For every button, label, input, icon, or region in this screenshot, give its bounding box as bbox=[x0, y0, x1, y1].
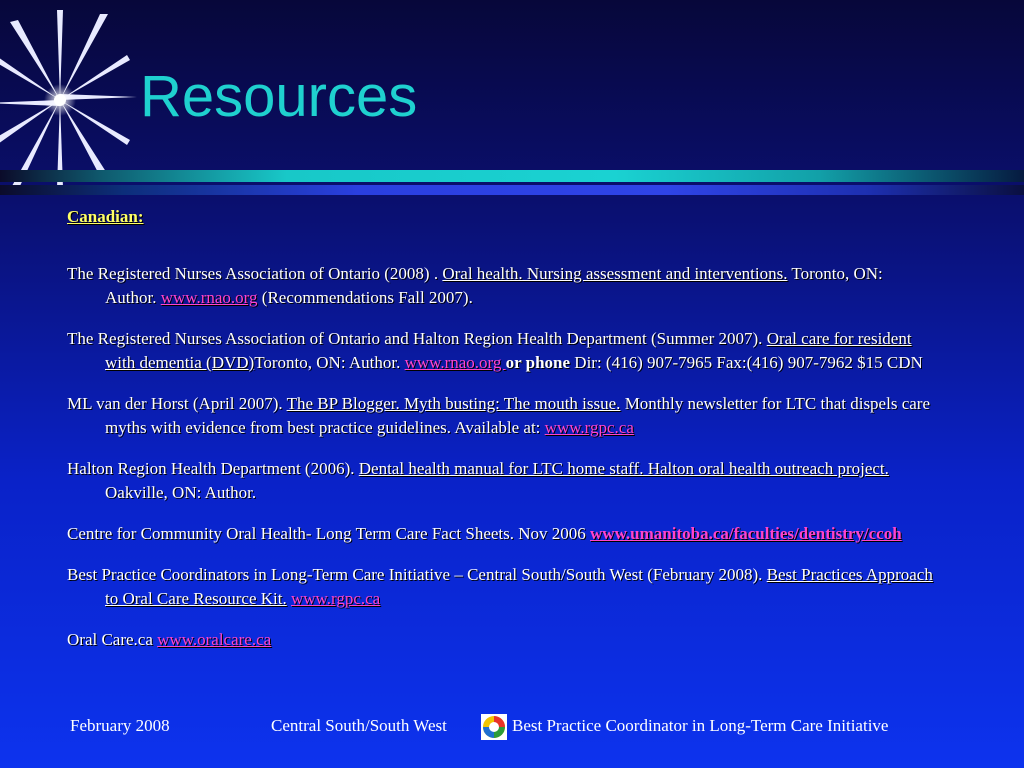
reference-text: (Recommendations Fall 2007). bbox=[257, 288, 473, 307]
reference-link[interactable]: www.rnao.org bbox=[160, 288, 258, 307]
reference-bold-text: or phone bbox=[505, 353, 571, 372]
reference-item bbox=[67, 327, 937, 375]
reference-link[interactable]: www.rnao.org bbox=[404, 353, 506, 372]
reference-item bbox=[67, 628, 937, 652]
reference-title: Oral care for resident with dementia (DVD) bbox=[105, 329, 912, 372]
reference-link[interactable]: www.rgpc.ca bbox=[544, 418, 634, 437]
reference-list bbox=[67, 262, 937, 669]
reference-title: The BP Blogger. Myth busting: The mouth issue. bbox=[286, 394, 621, 413]
reference-text: Best Practice Coordinators in Long-Term Care Initiative – Central South/South West (February 2008). bbox=[67, 565, 767, 584]
slide-title: Resources bbox=[140, 64, 418, 129]
reference-text: Toronto, ON: Author. bbox=[105, 264, 883, 307]
reference-text: Dir: (416) 907-7965 Fax:(416) 907-7962 $15 CDN bbox=[570, 353, 923, 372]
reference-item bbox=[67, 392, 937, 440]
reference-text: ML van der Horst (April 2007). bbox=[67, 394, 287, 413]
section-heading: Canadian: bbox=[67, 207, 144, 226]
reference-text: Oakville, ON: Author. bbox=[105, 483, 257, 502]
reference-item bbox=[67, 522, 937, 546]
reference-title: Best Practices Approach to Oral Care Resource Kit. bbox=[105, 565, 933, 608]
colour-wheel-logo-icon bbox=[481, 714, 507, 740]
reference-link[interactable]: www.rgpc.ca bbox=[291, 589, 381, 608]
divider-bar-blue bbox=[0, 185, 1024, 195]
slide-footer bbox=[0, 716, 1024, 740]
reference-item bbox=[67, 457, 937, 505]
reference-link[interactable]: www.oralcare.ca bbox=[157, 630, 272, 649]
starburst-decoration bbox=[0, 0, 150, 190]
reference-text: The Registered Nurses Association of Ontario and Halton Region Health Department (Summer 2007). bbox=[67, 329, 767, 348]
reference-item bbox=[67, 262, 937, 310]
reference-text: Toronto, ON: Author. bbox=[254, 353, 405, 372]
reference-text: Monthly newsletter for LTC that dispels care myths with evidence from best practice guidelines. Available at: bbox=[105, 394, 930, 437]
reference-link[interactable]: www.umanitoba.ca/faculties/dentistry/ccoh bbox=[590, 524, 902, 543]
reference-text: Oral Care.ca bbox=[67, 630, 158, 649]
reference-item bbox=[67, 563, 937, 611]
footer-region: Central South/South West bbox=[271, 716, 447, 735]
footer-date: February 2008 bbox=[70, 716, 170, 735]
reference-text: Centre for Community Oral Health- Long Term Care Fact Sheets. Nov 2006 bbox=[67, 524, 591, 543]
footer-initiative: Best Practice Coordinator in Long-Term Care Initiative bbox=[512, 716, 889, 735]
reference-text: Halton Region Health Department (2006). bbox=[67, 459, 359, 478]
reference-title: Dental health manual for LTC home staff. Halton oral health outreach project. bbox=[358, 459, 889, 478]
reference-title: Oral health. Nursing assessment and interventions. bbox=[442, 264, 788, 283]
divider-bar-teal bbox=[0, 170, 1024, 182]
reference-text: The Registered Nurses Association of Ontario (2008) . bbox=[67, 264, 443, 283]
